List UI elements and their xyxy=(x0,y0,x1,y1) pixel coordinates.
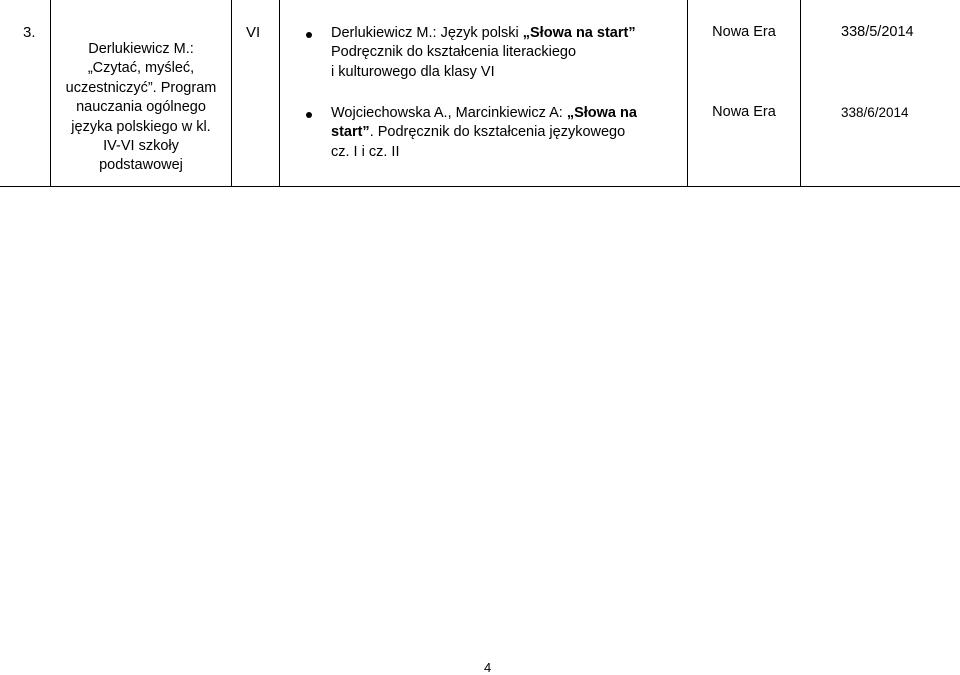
program-cell xyxy=(51,0,231,186)
class-label: VI xyxy=(246,24,261,41)
book-title: „Słowa na start” xyxy=(522,25,636,41)
program-line: nauczania ogólnego xyxy=(76,99,206,116)
page-number: 4 xyxy=(484,660,492,675)
approval-number: 338/6/2014 xyxy=(841,105,909,120)
textbook-table xyxy=(0,0,960,187)
program-title xyxy=(57,40,225,176)
book-title-cont: start” xyxy=(331,124,370,141)
bullet-icon xyxy=(306,32,312,38)
program-line: „Czytać, myśleć, xyxy=(87,60,195,77)
book-description: Podręcznik do kształcenia literackiego xyxy=(331,44,577,61)
class-cell xyxy=(232,0,279,186)
program-line: IV-VI szkoły xyxy=(103,138,179,155)
book-description: i kulturowego dla klasy VI xyxy=(331,63,495,80)
approval-number: 338/5/2014 xyxy=(841,24,914,40)
publisher-name: Nowa Era xyxy=(712,24,776,40)
program-line: języka polskiego w kl. xyxy=(71,118,211,135)
book-title: „Słowa na xyxy=(566,105,637,121)
book-volumes: cz. I i cz. II xyxy=(331,143,400,160)
book-author: Derlukiewicz M.: Język polski xyxy=(331,25,523,41)
program-line: uczestniczyć”. Program xyxy=(65,79,217,96)
book-description: . Podręcznik do kształcenia językowego xyxy=(369,124,626,141)
book-author: Wojciechowska A., Marcinkiewicz A: xyxy=(331,105,567,121)
program-line: podstawowej xyxy=(99,157,183,174)
publisher-name: Nowa Era xyxy=(712,104,776,120)
approval-cell xyxy=(801,0,960,186)
bullet-icon xyxy=(306,112,312,118)
program-line: Derlukiewicz M.: xyxy=(88,41,194,57)
publisher-cell xyxy=(688,0,800,186)
row-number: 3. xyxy=(23,24,36,41)
number-cell xyxy=(0,0,50,186)
books-cell xyxy=(280,0,687,186)
